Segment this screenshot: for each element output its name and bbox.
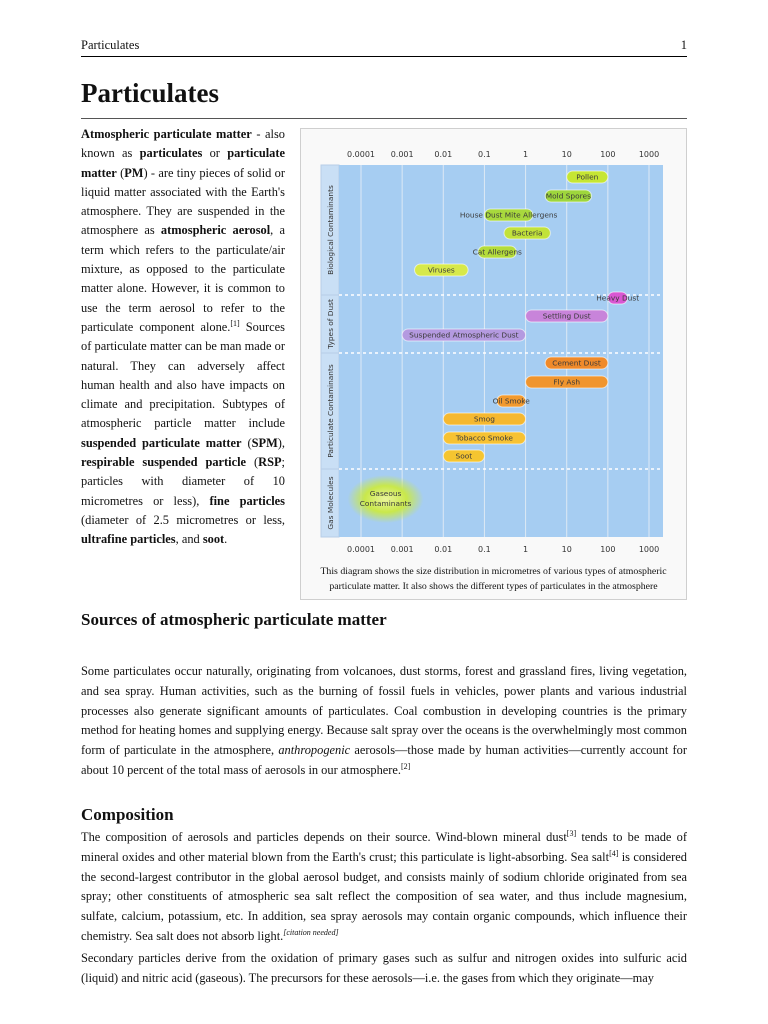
intro-term: particulate matter — [81, 146, 285, 180]
bar-label: Settling Dust — [542, 311, 591, 321]
emphasis-term: anthropogenic — [278, 743, 351, 758]
intro-paragraph: Atmospheric particulate matter - also known as particulates or particulate matter (PM) - are tiny pieces of solid or liquid matter associated with the Earth's atmosphere. They are suspended in the atmosphere as atmospheric aerosol, a term which refers to the particulate/air mixture, as opposed to the particulate matter alone. However, it is common to use the term aerosol to refer to the particulate component alone.[1] Sources of particulate matter can be man made or natural. They can adversely affect human health and also have impacts on climate and precipitation. Subtypes of atmospheric particle matter include suspended particulate matter (SPM), respirable suspended particle (RSP; particles with diameter of 10 micrometres or less), fine particles (diameter of 2.5 micrometres or less, ultrafine particles, and soot. — [81, 127, 286, 547]
intro-term: suspended particulate matter — [81, 435, 242, 450]
figure-caption: This diagram shows the size distribution in micrometres of various types of atmospheric particulate matter. It also shows the different types of particulates in the atmosphere — [320, 566, 667, 592]
x-tick-label-top: 1 — [523, 150, 529, 159]
category-label: Biological Contaminants — [326, 185, 335, 275]
x-tick-label-bottom: 0.001 — [390, 545, 414, 554]
x-tick-label-bottom: 0.0001 — [347, 545, 375, 554]
x-tick-label-top: 0.0001 — [347, 150, 375, 159]
category-label: Types of Dust — [326, 299, 335, 349]
bar-label: House Dust Mite Allergens — [459, 210, 558, 220]
bar-label: Pollen — [576, 172, 599, 182]
citation-link[interactable]: [1] — [230, 318, 240, 328]
x-tick-label-bottom: 1000 — [638, 545, 660, 554]
figure-box — [300, 128, 687, 600]
citation-link[interactable]: [3] — [566, 829, 577, 838]
citation-link[interactable]: [2] — [401, 761, 411, 771]
running-title: Particulates — [81, 38, 140, 52]
bar-label: Viruses — [427, 265, 455, 275]
header-rule — [81, 56, 687, 57]
intro-term: particulates — [139, 146, 203, 161]
page-title: Particulates — [81, 78, 219, 108]
page-number: 1 — [680, 38, 687, 52]
x-tick-label-top: 0.1 — [478, 150, 491, 159]
intro-term: Atmospheric particulate matter — [81, 127, 252, 141]
intro-term: respirable suspended particle — [81, 455, 247, 470]
intro-term: atmospheric aerosol — [160, 223, 271, 238]
x-tick-label-top: 0.01 — [434, 150, 453, 159]
citation-needed: [citation needed] — [283, 927, 339, 937]
x-tick-label-top: 1000 — [638, 150, 660, 159]
composition-paragraph-2: Secondary particles derive from the oxidation of primary gases such as sulfur and nitrogen oxides into sulfuric acid (liquid) and nitric acid (gaseous). The precursors for these aerosols—i.e. the gases from which they originate—may — [81, 951, 687, 985]
bar-label: Contaminants — [359, 499, 412, 508]
x-tick-label-bottom: 1 — [523, 545, 529, 554]
intro-term: PM — [124, 165, 144, 180]
section-heading-sources: Sources of atmospheric particulate matter — [81, 610, 387, 629]
x-tick-label-bottom: 0.01 — [434, 545, 453, 554]
bar-label: Bacteria — [511, 228, 543, 238]
x-tick-label-top: 0.001 — [390, 150, 414, 159]
intro-term: SPM — [251, 435, 278, 450]
category-label: Particulate Contaminants — [326, 364, 335, 458]
bar-label: Gaseous — [369, 489, 402, 498]
bar-label: Heavy Dust — [596, 293, 640, 303]
bar-label: Oil Smoke — [492, 396, 530, 406]
bar-label: Tobacco Smoke — [455, 433, 513, 443]
intro-term: fine particles — [209, 493, 285, 508]
title-rule — [81, 118, 687, 119]
bar-label: Fly Ash — [553, 377, 581, 387]
composition-paragraph-1: The composition of aerosols and particles depends on their source. Wind-blown mineral dust[3] tends to be made of mineral oxides and other material blown from the Earth's crust; this particulate is light-absorbing. Sea salt[4] is considered the second-largest contributor in the global aerosol budget, and consists mainly of sodium chloride originated from sea spray; other constituents of atmospheric sea salt reflect the composition of sea water, and thus include magnesium, sulfate, calcium, potassium, etc. In addition, sea spray aerosols may contain organic compounds, which influence their chemistry. Sea salt does not absorb light.[citation needed] — [81, 829, 687, 943]
bar-label: Soot — [455, 451, 473, 461]
running-header — [81, 38, 687, 56]
size-distribution-chart — [301, 129, 686, 561]
bar-label: Suspended Atmospheric Dust — [409, 330, 519, 340]
bar-label: Smog — [473, 414, 495, 424]
x-tick-label-top: 10 — [561, 150, 572, 159]
intro-term: soot — [202, 532, 225, 547]
x-tick-label-top: 100 — [600, 150, 616, 159]
x-tick-label-bottom: 10 — [561, 545, 572, 554]
x-tick-label-bottom: 0.1 — [478, 545, 491, 554]
section-heading-composition: Composition — [81, 805, 174, 824]
x-tick-label-bottom: 100 — [600, 545, 616, 554]
bar-label: Mold Spores — [545, 191, 591, 201]
category-label: Gas Molecules — [326, 476, 335, 530]
sources-paragraph: Some particulates occur naturally, originating from volcanoes, dust storms, forest and grassland fires, living vegetation, and sea spray. Human activities, such as the burning of fossil fuels in vehicles, power plants and various industrial processes also generate significant amounts of particulates. Coal combustion in developing countries is the primary method for heating homes and supplying energy. Because salt spray over the oceans is the overwhelmingly most common form of particulate in the atmosphere, anthropogenic aerosols—those made by human activities—currently account for about 10 percent of the total mass of aerosols in our atmosphere.[2] — [81, 664, 687, 777]
citation-link[interactable]: [4] — [609, 848, 619, 858]
intro-term: ultrafine particles — [81, 532, 176, 547]
bar-label: Cat Allergens — [472, 247, 522, 257]
intro-term: RSP — [258, 455, 282, 470]
bar-label: Cement Dust — [552, 358, 601, 368]
